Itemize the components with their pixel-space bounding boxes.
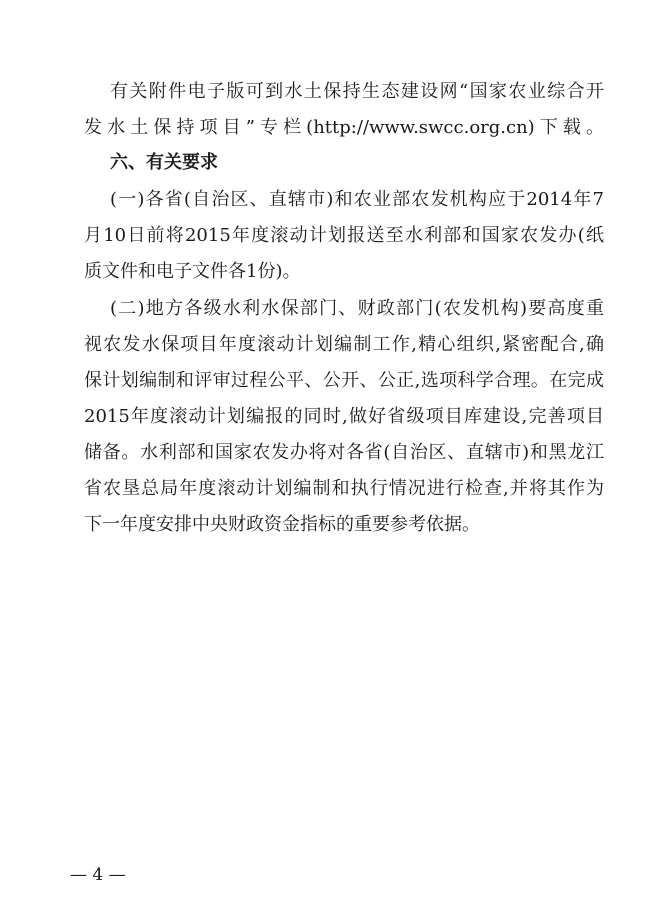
section-heading: 六、有关要求	[110, 152, 218, 173]
paragraph-4-line-3: 保计划编制和评审过程公平、公开、公正,选项科学合理。在完成	[84, 370, 604, 391]
paragraph-1-line-2: 发水土保持项目”专栏(http://www.swcc.org.cn)下载。	[84, 117, 604, 138]
paragraph-4-line-5: 储备。水利部和国家农发办将对各省(自治区、直辖市)和黑龙江	[84, 442, 604, 463]
paragraph-3-line-3: 质文件和电子文件各1份)。	[84, 261, 301, 282]
paragraph-3-line-1: (一)各省(自治区、直辖市)和农业部农发机构应于2014年7	[110, 189, 604, 210]
paragraph-4-line-4: 2015年度滚动计划编报的同时,做好省级项目库建设,完善项目	[84, 406, 604, 427]
paragraph-4-line-7: 下一年度安排中央财政资金指标的重要参考依据。	[84, 514, 480, 535]
page-number: — 4 —	[70, 865, 126, 885]
paragraph-4-line-2: 视农发水保项目年度滚动计划编制工作,精心组织,紧密配合,确	[84, 334, 604, 355]
paragraph-4-line-6: 省农垦总局年度滚动计划编制和执行情况进行检查,并将其作为	[84, 478, 604, 499]
paragraph-4-line-1: (二)地方各级水利水保部门、财政部门(农发机构)要高度重	[110, 298, 604, 319]
paragraph-1-line-1: 有关附件电子版可到水土保持生态建设网“国家农业综合开	[110, 81, 604, 102]
paragraph-3-line-2: 月10日前将2015年度滚动计划报送至水利部和国家农发办(纸	[84, 225, 604, 246]
